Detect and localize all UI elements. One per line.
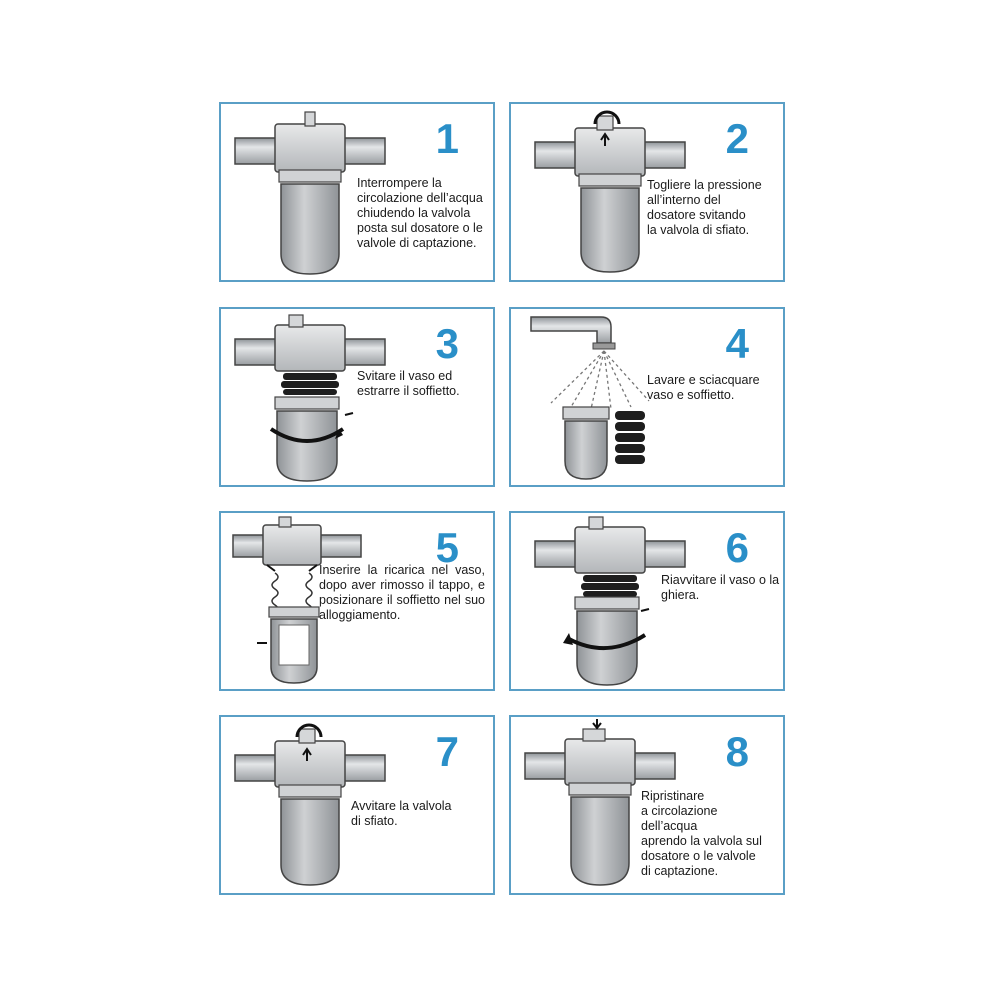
step-number: 6: [725, 524, 749, 571]
step-number: 5: [435, 524, 459, 571]
step-description: Togliere la pressione all’interno del dosatore svitando la valvola di sfiato.: [647, 178, 762, 237]
step-description: Riavvitare il vaso o la ghiera.: [661, 573, 780, 602]
step-description: Interrompere la circolazione dell’acqua chiudendo la valvola posta sul dosatore o le valvole di captazione.: [357, 176, 483, 250]
down-arrow-icon: [593, 719, 601, 728]
step-panel-1: [219, 102, 495, 282]
bellows-icon: [281, 373, 339, 395]
step-panel-5: [219, 511, 495, 691]
step-description: Lavare e sciacquare vaso e soffietto.: [647, 373, 760, 402]
refill-icon: [279, 625, 309, 665]
water-spray-icon: [551, 351, 649, 409]
step-panel-7: [219, 715, 495, 895]
step-description: Ripristinare a circolazione dell’acqua aprendo la valvola sul dosatore o le valvole di captazione.: [641, 789, 762, 878]
step-panel-6: [509, 511, 785, 691]
step-number: 4: [725, 320, 749, 367]
step-number: 3: [435, 320, 459, 367]
step-number: 8: [725, 728, 749, 775]
step-description: Svitare il vaso ed estrarre il soffietto.: [357, 369, 460, 398]
step-number: 1: [435, 115, 459, 162]
step-panel-3: [219, 307, 495, 487]
step-panel-4: [509, 307, 785, 487]
bellows-icon: [581, 575, 639, 597]
step-description: Inserire la ricarica nel vaso, dopo aver rimosso il tappo, e posizionare il soffietto nel suo alloggiamento.: [319, 563, 485, 622]
bowl-icon: [565, 421, 607, 479]
step-description: Avvitare la valvola di sfiato.: [351, 799, 452, 828]
step-number: 7: [435, 728, 459, 775]
step-number: 2: [725, 115, 749, 162]
bellows-icon: [615, 411, 645, 464]
step-panel-2: [509, 102, 785, 282]
step-panel-8: [509, 715, 785, 895]
faucet-icon: [531, 317, 611, 343]
